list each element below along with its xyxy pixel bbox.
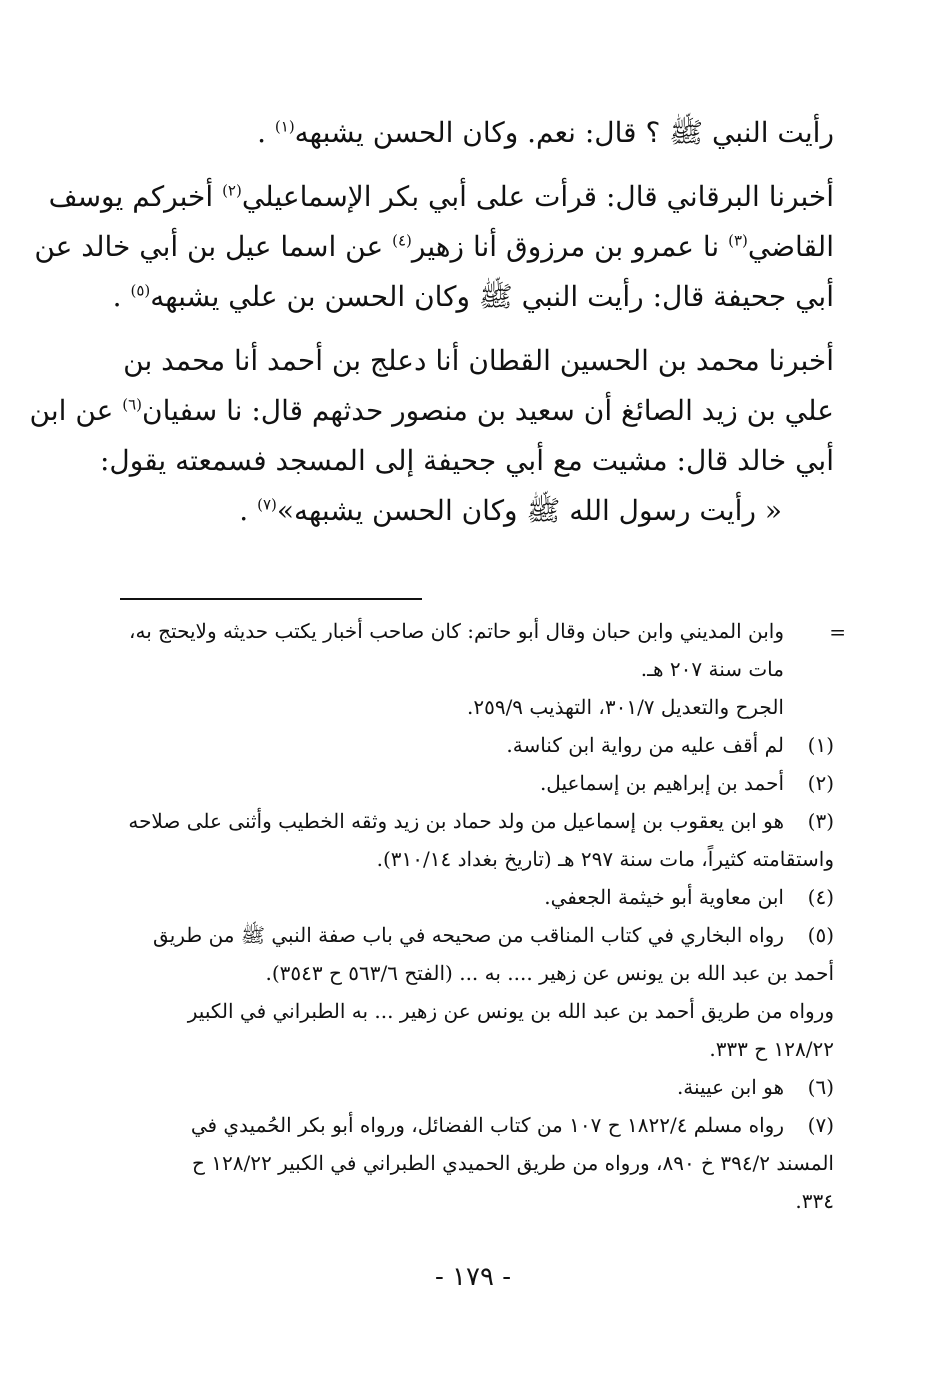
text-span: القاضي xyxy=(747,230,834,263)
footnote-5 xyxy=(112,916,834,954)
footnote-line: ١٢٨/٢٢ ح ٣٣٣. xyxy=(709,1037,834,1061)
footnote-number: (٥) xyxy=(807,923,834,947)
text-span: عن اسما عيل بن أبي خالد عن xyxy=(34,230,393,263)
text-line xyxy=(112,108,834,158)
footnote-ref-2: (٢) xyxy=(222,181,242,200)
footnote-6 xyxy=(112,1068,834,1106)
footnote-line: أحمد بن إبراهيم بن إسماعيل. xyxy=(539,771,784,795)
text-span: . xyxy=(239,494,258,527)
text-span: أخبرنا محمد بن الحسين القطان أنا دعلج بن أحمد أنا محمد بن xyxy=(123,344,834,377)
footnote-ref-6: (٦) xyxy=(122,395,143,414)
footnote-line: واستقامته كثيراً، مات سنة ٢٩٧ هـ (تاريخ بغداد ٣١٠/١٤). xyxy=(376,847,834,871)
footnote-continuation xyxy=(112,612,834,726)
text-span: عن ابن xyxy=(29,394,123,427)
footnote-divider xyxy=(120,598,422,600)
footnote-line: لم أقف عليه من رواية ابن كناسة. xyxy=(506,733,784,757)
footnote-ref-4: (٤) xyxy=(392,231,412,250)
text-span: نا عمرو بن مرزوق أنا زهير xyxy=(411,230,729,263)
footnote-line: المسند ٣٩٤/٢ خ ٨٩٠، ورواه من طريق الحميدي الطبراني في الكبير ١٢٨/٢٢ ح xyxy=(192,1151,834,1175)
text-span: . xyxy=(257,116,275,149)
text-line xyxy=(99,436,834,486)
footnote-number: (٤) xyxy=(807,885,834,909)
footnote-number: (١) xyxy=(807,733,834,757)
footnote-line: هو ابن يعقوب بن إسماعيل من ولد حماد بن زيد وثقه الخطيب وأثنى على صلاحه xyxy=(128,809,784,833)
text-span: أخبركم يوسف xyxy=(48,180,223,213)
text-span: علي بن زيد الصائغ أن سعيد بن منصور حدثهم قال: نا سفيان xyxy=(142,394,834,427)
continuation-mark: = xyxy=(829,620,846,644)
footnote-line: ٣٣٤. xyxy=(795,1189,834,1213)
footnote-ref-5: (٥) xyxy=(130,281,151,300)
footnote-line: أحمد بن عبد الله بن يونس عن زهير .... به ... (الفتح ٥٦٣/٦ ح ٣٥٤٣). xyxy=(265,961,834,985)
paragraph-2 xyxy=(34,172,834,322)
footnotes xyxy=(112,612,834,1220)
text-line xyxy=(112,336,834,386)
footnote-number: (٣) xyxy=(807,809,834,833)
footnote-3 xyxy=(112,802,834,840)
footnote-line: وابن المديني وابن حبان وقال أبو حاتم: كان صاحب أخبار يكتب حديثه ولايحتج به، xyxy=(129,619,784,643)
footnote-number: (٦) xyxy=(807,1075,834,1099)
text-span: . xyxy=(112,280,131,313)
footnote-2 xyxy=(112,764,834,802)
text-span: أخبرنا البرقاني قال: قرأت على أبي بكر الإسماعيلي xyxy=(241,180,834,213)
footnote-number: (٢) xyxy=(807,771,834,795)
text-span: « رأيت رسول الله ﷺ وكان الحسن يشبهه» xyxy=(276,494,782,527)
paragraph-3 xyxy=(29,336,834,536)
footnote-line: رواه البخاري في كتاب المناقب من صحيحه في باب صفة النبي ﷺ من طريق xyxy=(153,923,784,947)
footnote-line: رواه مسلم ١٨٢٢/٤ ح ١٠٧ من كتاب الفضائل، ورواه أبو بكر الحُميدي في xyxy=(190,1113,784,1137)
text-line xyxy=(112,272,834,322)
footnote-ref-7: (٧) xyxy=(257,495,277,514)
text-line xyxy=(112,486,834,536)
footnote-4 xyxy=(112,878,834,916)
footnote-line: مات سنة ٢٠٧ هـ. xyxy=(640,657,784,681)
footnote-ref-3: (٣) xyxy=(728,231,748,250)
text-span: رأيت النبي ﷺ ؟ قال: نعم. وكان الحسن يشبهه xyxy=(294,116,834,149)
footnote-1 xyxy=(112,726,834,764)
text-span: أبي خالد قال: مشيت مع أبي جحيفة إلى المسجد فسمعته يقول: xyxy=(99,444,834,477)
footnote-line: ورواه من طريق أحمد بن عبد الله بن يونس عن زهير ... به الطبراني في الكبير xyxy=(187,999,834,1023)
page-number: - ١٧٩ - xyxy=(434,1262,512,1292)
text-span: أبي جحيفة قال: رأيت النبي ﷺ وكان الحسن بن علي يشبهه xyxy=(150,280,834,313)
footnote-line: ابن معاوية أبو خيثمة الجعفي. xyxy=(544,885,784,909)
footnote-number: (٧) xyxy=(807,1113,834,1137)
footnote-7 xyxy=(112,1106,834,1144)
footnote-ref-1: (١) xyxy=(274,117,295,136)
text-line xyxy=(34,222,834,272)
footnote-line: الجرح والتعديل ٣٠١/٧، التهذيب ٢٥٩/٩. xyxy=(466,695,784,719)
footnote-line: هو ابن عيينة. xyxy=(676,1075,784,1099)
text-line xyxy=(48,172,834,222)
paragraph-1 xyxy=(112,108,834,158)
main-text xyxy=(29,108,834,550)
text-line xyxy=(29,386,834,436)
